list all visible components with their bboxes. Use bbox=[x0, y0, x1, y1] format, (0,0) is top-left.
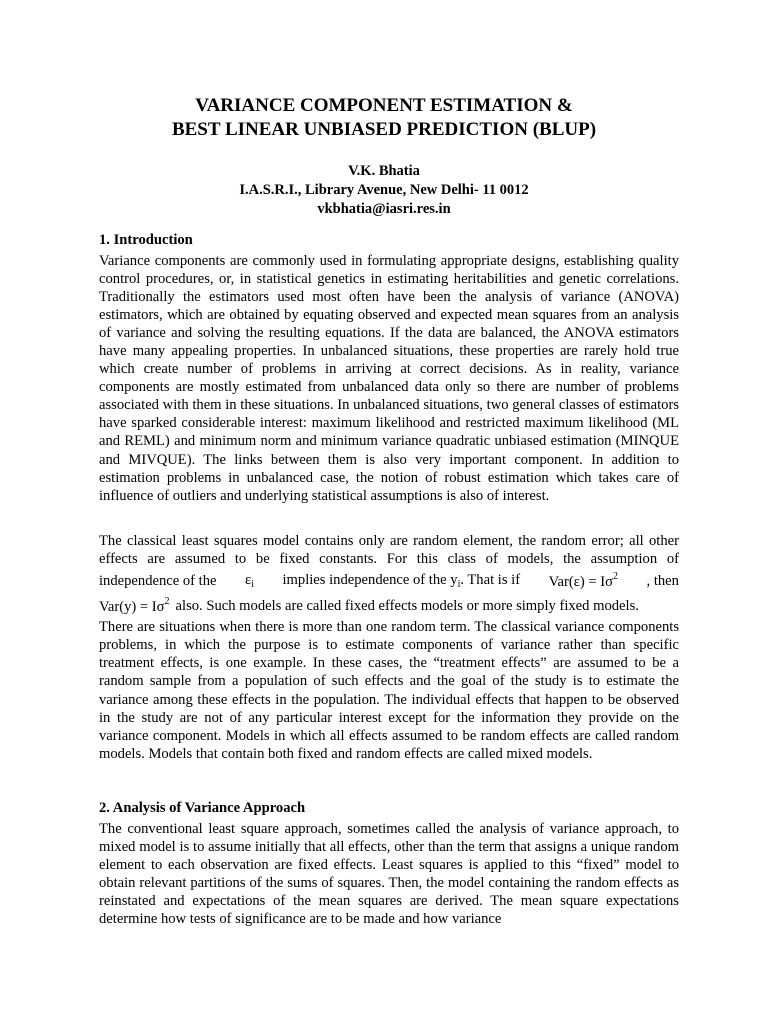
epsilon-glyph: ε bbox=[245, 572, 252, 589]
subscript: i bbox=[457, 579, 461, 591]
section-heading: 2. Analysis of Variance Approach bbox=[99, 800, 306, 816]
epsilon-symbol bbox=[245, 572, 254, 590]
title-line-2: BEST LINEAR UNBIASED PREDICTION (BLUP) bbox=[171, 119, 597, 140]
text-span: . That is if bbox=[460, 572, 521, 589]
body-paragraph: Variance components are commonly used in formulating appropriate designs, establishing quality control procedures, or, in statistical genetics in estimating heritabilities and genetic correlations. Traditionally the estimators used most often have been the analysis of variance (ANOVA) estimators, which are obtained by equating observed and expected mean squares from an analysis of variance and solving the resulting equations. If the data are balanced, the ANOVA estimators have many appealing properties. In unbalanced situations, these properties are rarely hold true which create number of problems in arriving at correct decisions. As in reality, variance components are mostly estimated from unbalanced data only so there are number of problems associated with them in these situations. In unbalanced situations, two general classes of estimators have sparked considerable interest: maximum likelihood and restricted maximum likelihood (ML and REML) and minimum norm and minimum variance quadratic unbiased estimation (MINQUE and MIVQUE). The links between them is also very important component. In addition to estimation problems in unbalanced case, the notion of robust estimation which takes care of influence of outliers and underlying statistical assumptions is also of interest. bbox=[99, 252, 679, 504]
body-paragraph: There are situations when there is more than one random term. The classical variance components problems, in which the purpose is to estimate components of variance rather than specific treatment effects, is one example. In these cases, the “treatment effects” are assumed to be a random sample from a population of such effects and the goal of the study is to estimate the variance among these effects in the population. The individual effects that happen to be observed in the study are not of any particular interest except for the information they provide on the variance component. Models in which all effects assumed to be random effects are called random models. Models that contain both fixed and random effects are called mixed models. bbox=[99, 619, 679, 762]
author-block bbox=[0, 162, 768, 219]
paragraph-line: The classical least squares model contains only are random element, the random error; all other bbox=[99, 533, 679, 549]
equation-text: Var(y) = Iσ bbox=[99, 599, 165, 616]
paragraph-line: effects are assumed to be fixed constants. For this class of models, the assumption of bbox=[99, 551, 679, 568]
title-line-1: VARIANCE COMPONENT ESTIMATION & bbox=[195, 95, 573, 116]
text-fragment: also. Such models are called fixed effects models or more simply fixed models. bbox=[175, 597, 639, 614]
author-name: V.K. Bhatia bbox=[348, 163, 420, 179]
text-fragment: independence of the bbox=[99, 572, 217, 589]
author-affiliation: I.A.S.R.I., Library Avenue, New Delhi- 11 0012 bbox=[239, 182, 529, 198]
body-paragraph: The conventional least square approach, sometimes called the analysis of variance approach, to mixed model is to assume initially that all effects, other than the term that assigns a unique random element to each observation are fixed effects. Least squares is applied to this “fixed” model to obtain relevant partitions of the sums of squares. Then, the model containing the random effects as reinstated and expectations of the mean squares are derived. The mean square expectations determine how tests of significance are to be made and how variance bbox=[99, 820, 679, 927]
least-squares-paragraph bbox=[99, 532, 679, 763]
text-fragment bbox=[283, 572, 521, 590]
variance-equation bbox=[99, 596, 170, 616]
section-heading: 1. Introduction bbox=[99, 232, 193, 248]
subscript: i bbox=[251, 579, 254, 591]
paper-title bbox=[0, 94, 768, 142]
text-span: implies independence of the y bbox=[282, 572, 458, 589]
section-introduction bbox=[99, 231, 679, 505]
paragraph-line-with-math bbox=[99, 594, 679, 618]
superscript: 2 bbox=[613, 571, 618, 583]
superscript: 2 bbox=[164, 596, 170, 608]
paragraph-line-with-math bbox=[99, 568, 679, 594]
equation-text: Var(ε) = Iσ bbox=[548, 574, 613, 591]
variance-equation bbox=[549, 571, 618, 591]
text-fragment: , then bbox=[646, 572, 679, 589]
author-email: vkbhatia@iasri.res.in bbox=[317, 201, 451, 217]
section-anova bbox=[99, 799, 679, 928]
